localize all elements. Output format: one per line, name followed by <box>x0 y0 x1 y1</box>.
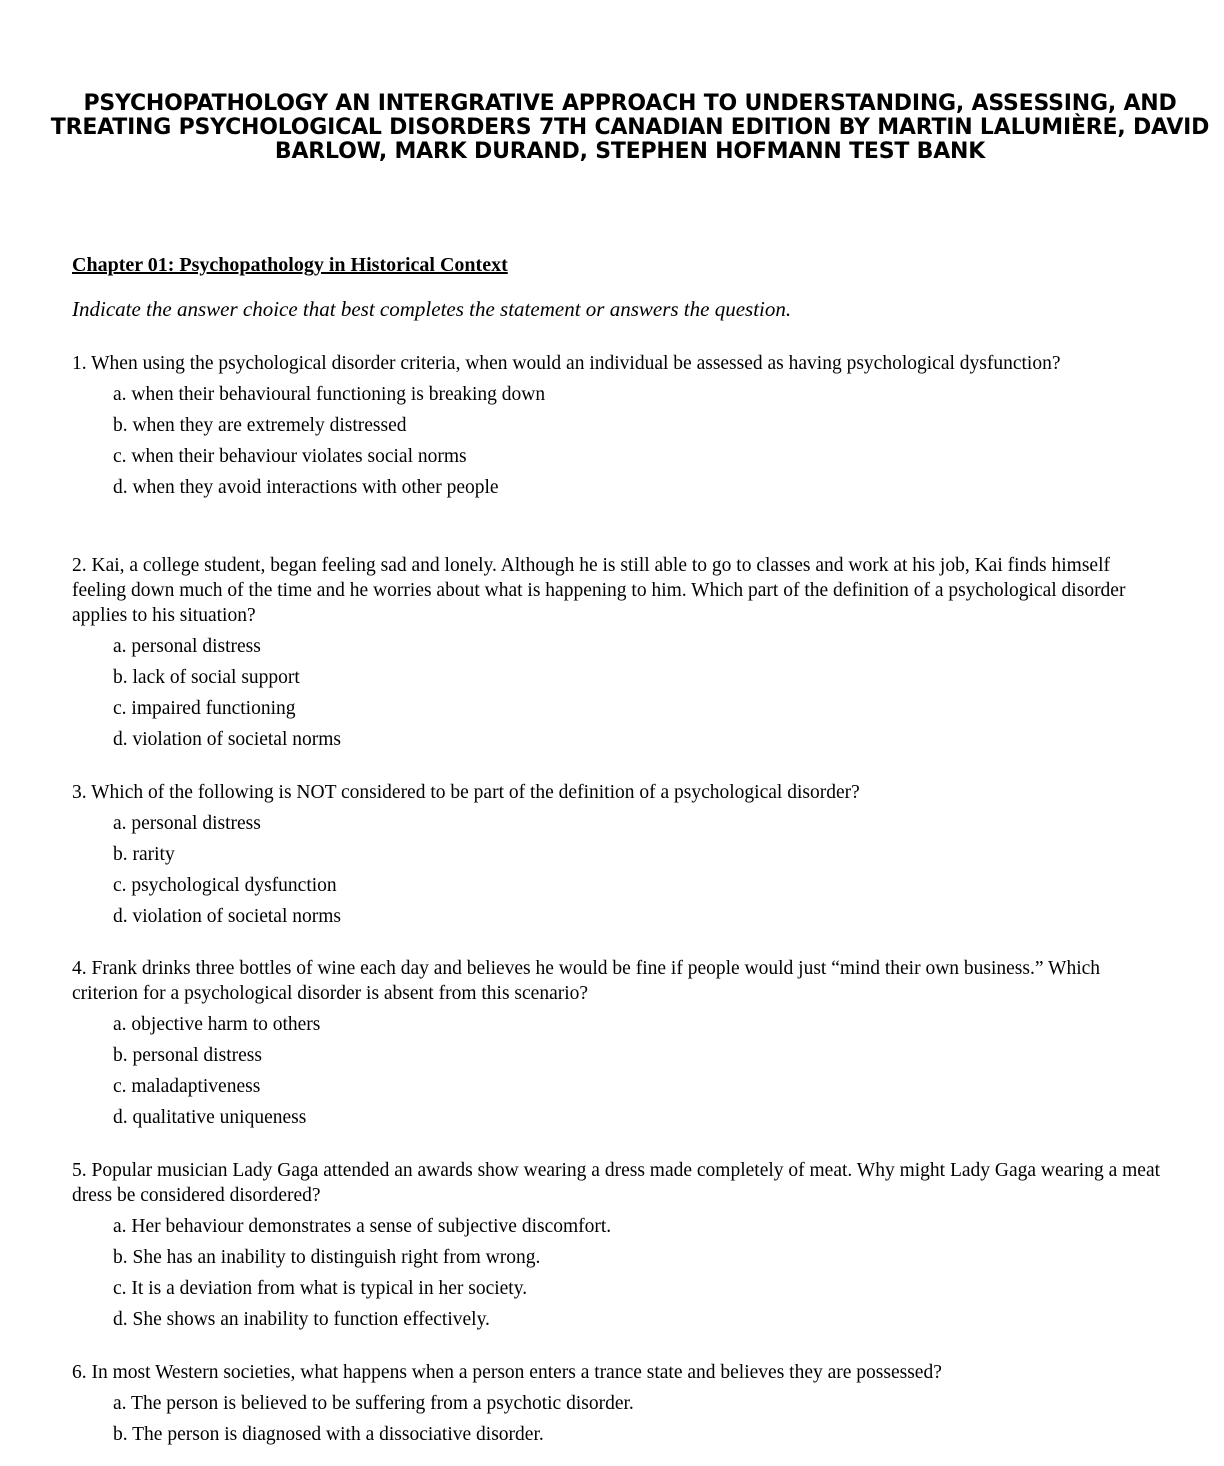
question-2 <box>72 553 1162 755</box>
answer-option-a: a. when their behavioural functioning is breaking down <box>113 384 546 405</box>
answer-options <box>72 1009 1162 1133</box>
question-stem: 4. Frank drinks three bottles of wine each day and believes he would be fine if people would just “mind their own business.” Which criterion for a psychological disorder is absent from this scenario? <box>72 958 1101 1004</box>
answer-option-d: d. violation of societal norms <box>113 729 342 750</box>
document-title: PSYCHOPATHOLOGY AN INTERGRATIVE APPROACH TO UNDERSTANDING, ASSESSING, AND TREATING PSYCHOLOGICAL DISORDERS 7TH CANADIAN EDITION BY MARTIN LALUMIÈRE, DAVID BARLOW, MARK DURAND, STEPHEN HOFMANN TEST BANK <box>50 91 1210 164</box>
answer-option-d: d. when they avoid interactions with other people <box>113 477 499 498</box>
question-1 <box>72 351 1162 503</box>
answer-option-a: a. The person is believed to be suffering from a psychotic disorder. <box>113 1393 634 1414</box>
answer-option-c: c. impaired functioning <box>113 698 296 719</box>
answer-options <box>72 808 1162 932</box>
answer-option-c: c. when their behaviour violates social norms <box>113 446 467 467</box>
answer-option-b: b. lack of social support <box>113 667 300 688</box>
question-stem: 3. Which of the following is NOT considered to be part of the definition of a psychological disorder? <box>72 782 860 803</box>
answer-option-d: d. She shows an inability to function effectively. <box>113 1309 490 1330</box>
answer-option-c: c. maladaptiveness <box>113 1076 261 1097</box>
instructions: Indicate the answer choice that best completes the statement or answers the question. <box>72 297 792 321</box>
question-4 <box>72 956 1162 1133</box>
answer-option-b: b. rarity <box>113 844 175 865</box>
answer-option-a: a. personal distress <box>113 636 261 657</box>
answer-option-b: b. The person is diagnosed with a dissociative disorder. <box>113 1424 544 1445</box>
question-5 <box>72 1158 1162 1335</box>
question-stem: 5. Popular musician Lady Gaga attended an awards show wearing a dress made completely of meat. Why might Lady Gaga wearing a meat dress be considered disordered? <box>72 1160 1161 1206</box>
question-3 <box>72 780 1162 932</box>
question-stem: 6. In most Western societies, what happens when a person enters a trance state and believes they are possessed? <box>72 1362 942 1383</box>
answer-option-a: a. objective harm to others <box>113 1014 321 1035</box>
answer-option-b: b. when they are extremely distressed <box>113 415 407 436</box>
answer-option-c: c. psychological dysfunction <box>113 875 337 896</box>
answer-option-d: d. qualitative uniqueness <box>113 1107 307 1128</box>
question-stem: 2. Kai, a college student, began feeling sad and lonely. Although he is still able to go to classes and work at his job, Kai finds himself feeling down much of the time and he worries about what is happening to him. Which part of the definition of a psychological disorder applies to his situation? <box>72 555 1126 626</box>
answer-option-b: b. personal distress <box>113 1045 262 1066</box>
question-6 <box>72 1360 1162 1450</box>
answer-option-a: a. Her behaviour demonstrates a sense of subjective discomfort. <box>113 1216 612 1237</box>
answer-option-d: d. violation of societal norms <box>113 906 342 927</box>
answer-options <box>72 1388 1162 1450</box>
chapter-heading: Chapter 01: Psychopathology in Historical Context <box>72 254 508 276</box>
question-stem: 1. When using the psychological disorder criteria, when would an individual be assessed as having psychological dysfunction? <box>72 353 1061 374</box>
answer-options <box>72 631 1162 755</box>
answer-option-a: a. personal distress <box>113 813 261 834</box>
answer-options <box>72 1211 1162 1335</box>
answer-option-b: b. She has an inability to distinguish right from wrong. <box>113 1247 541 1268</box>
answer-options <box>72 379 1162 503</box>
answer-option-c: c. It is a deviation from what is typical in her society. <box>113 1278 528 1299</box>
